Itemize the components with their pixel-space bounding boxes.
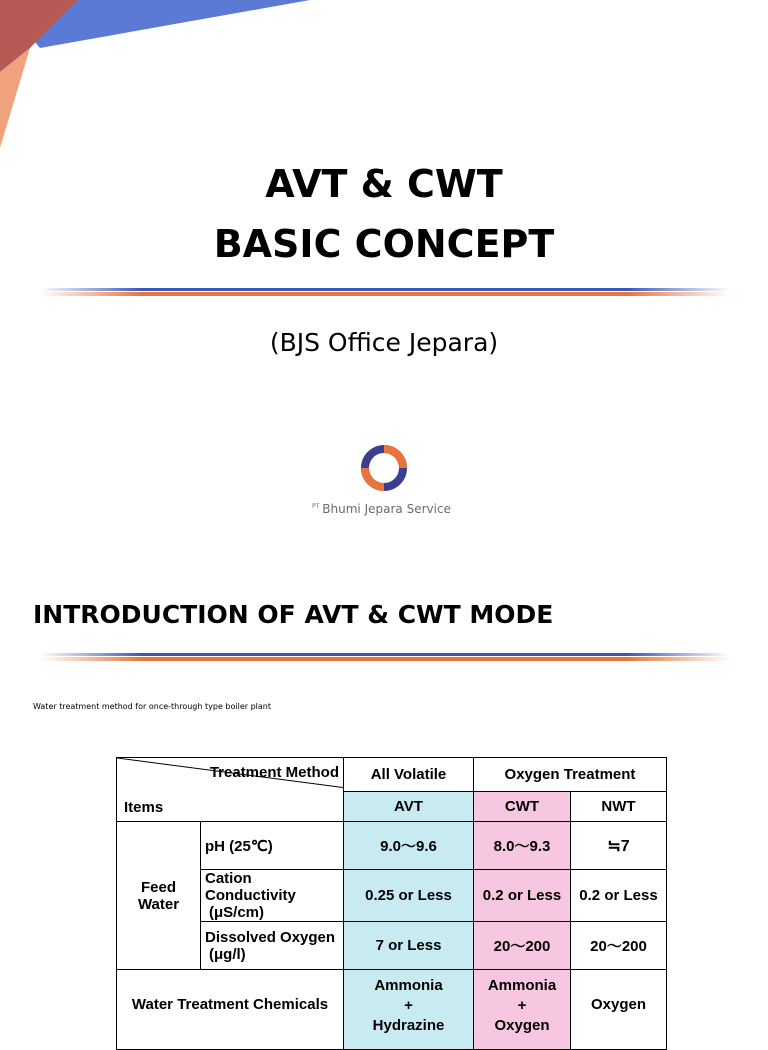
chemicals-cwt — [474, 970, 571, 1050]
table-caption: Water treatment method for once-through type boiler plant — [33, 702, 271, 711]
conductivity-nwt-value: 0.2 or Less — [571, 870, 667, 922]
section-title: INTRODUCTION OF AVT & CWT MODE — [33, 600, 554, 629]
slide-title-line-1: AVT & CWT — [265, 162, 503, 206]
chemical-name: Ammonia — [374, 977, 443, 994]
conductivity-avt-value: 0.25 or Less — [344, 870, 474, 922]
chemicals-nwt: Oxygen — [571, 970, 667, 1050]
ph-nwt-value: ≒7 — [571, 822, 667, 870]
item-unit: (μS/cm) — [209, 904, 265, 921]
company-prefix: PT — [312, 503, 320, 510]
chemical-name: Oxygen — [494, 1017, 550, 1034]
chemicals-avt — [344, 970, 474, 1050]
slide-subtitle: (BJS Office Jepara) — [269, 328, 499, 357]
plus-sign: + — [404, 997, 413, 1014]
cwt-column-header: CWT — [474, 792, 571, 822]
ring-logo-icon — [358, 442, 410, 494]
dissolved-oxygen-item — [201, 922, 344, 970]
oxygen-avt-value: 7 or Less — [344, 922, 474, 970]
company-name-text: Bhumi Jepara Service — [322, 502, 451, 516]
header-corner-cell — [117, 758, 344, 822]
feed-water-label: Feed Water — [117, 822, 201, 970]
treatment-method-header: Treatment Method — [209, 764, 339, 781]
chemicals-label: Water Treatment Chemicals — [117, 970, 344, 1050]
ph-item: pH (25℃) — [201, 822, 344, 870]
table-row — [117, 822, 667, 870]
chemical-name: Hydrazine — [372, 1017, 445, 1034]
oxygen-treatment-header: Oxygen Treatment — [474, 758, 667, 792]
nwt-column-header: NWT — [571, 792, 667, 822]
ph-cwt-value: 8.0～9.3 — [474, 822, 571, 870]
chemical-name: Ammonia — [487, 977, 557, 994]
oxygen-cwt-value: 20～200 — [474, 922, 571, 970]
oxygen-nwt-value: 20～200 — [571, 922, 667, 970]
corner-decoration — [0, 0, 310, 150]
ph-avt-value: 9.0～9.6 — [344, 822, 474, 870]
item-name: Dissolved Oxygen — [205, 928, 336, 946]
company-name — [312, 502, 451, 516]
plus-sign: + — [517, 997, 527, 1014]
items-header: Items — [124, 799, 164, 816]
item-unit: (μg/l) — [209, 945, 246, 963]
avt-column-header: AVT — [344, 792, 474, 822]
item-name: Cation Conductivity — [205, 870, 296, 904]
cation-conductivity-item — [201, 870, 344, 922]
water-treatment-table — [116, 757, 667, 1050]
all-volatile-header: All Volatile — [344, 758, 474, 792]
table-row — [117, 970, 667, 1050]
conductivity-cwt-value: 0.2 or Less — [474, 870, 571, 922]
slide-title-line-2: BASIC CONCEPT — [213, 222, 555, 266]
section-divider — [40, 652, 730, 662]
title-divider — [40, 287, 730, 297]
